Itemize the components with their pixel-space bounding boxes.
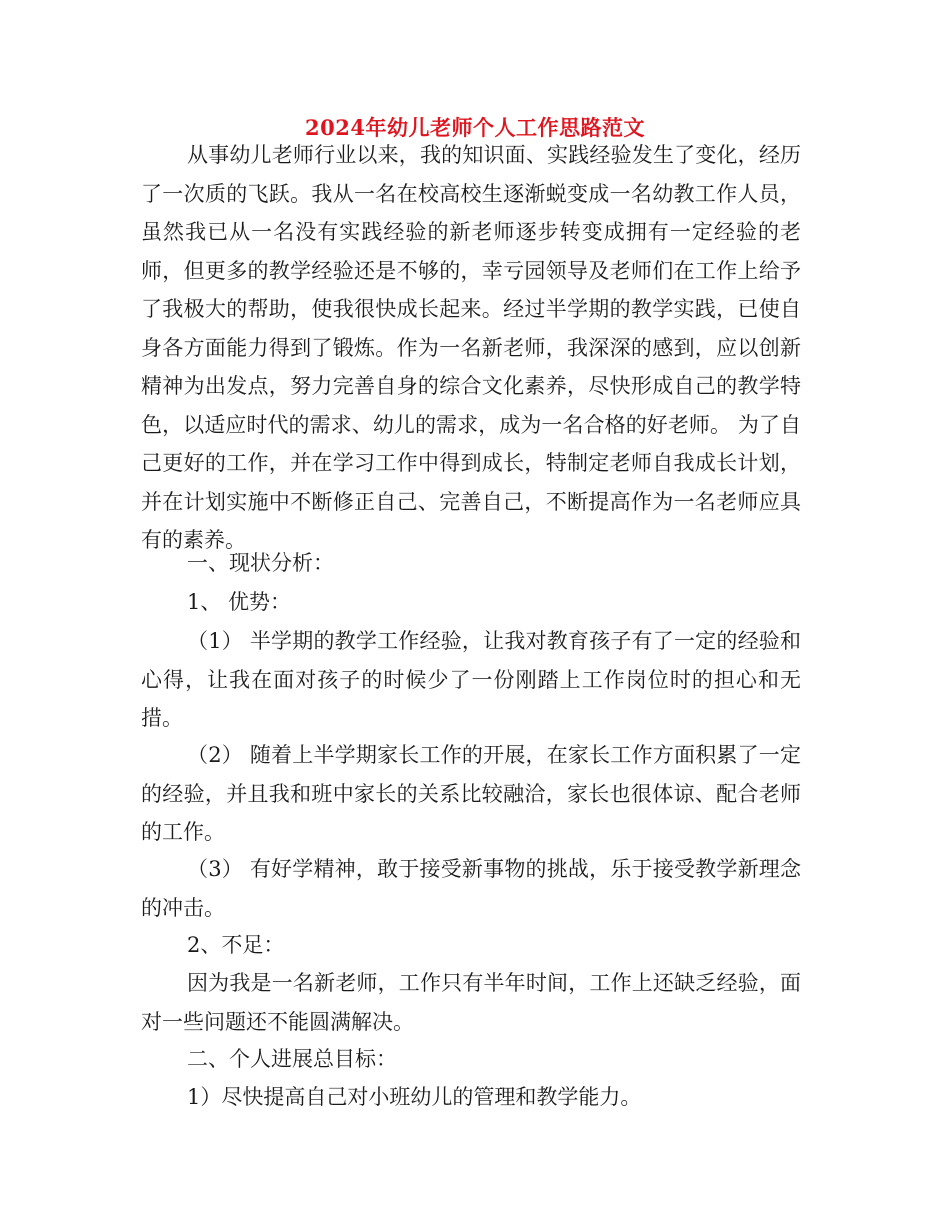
strength-item-1 — [141, 622, 801, 738]
paragraph-goal-1: 1）尽快提高自己对小班幼儿的管理和教学能力。 — [187, 1085, 642, 1109]
goal-item-1 — [141, 1078, 801, 1117]
paragraph-heading-status: 一、现状分析： — [187, 551, 334, 575]
strength-item-2 — [141, 736, 801, 852]
paragraph-heading-strengths: 1、 优势： — [187, 590, 292, 614]
strength-item-3 — [141, 850, 801, 927]
section-heading-status — [141, 544, 801, 583]
paragraph-heading-goals: 二、个人进展总目标： — [187, 1047, 397, 1071]
document-title: 2024年幼儿老师个人工作思路范文 — [305, 115, 645, 140]
section-heading-goals — [141, 1040, 801, 1079]
paragraph-heading-weakness: 2、不足： — [187, 933, 285, 957]
paragraph-strength-2: （2） 随着上半学期家长工作的开展，在家长工作方面积累了一定的经验，并且我和班中家长的关系比较融洽，家长也很体谅、配合老师的工作。 — [141, 743, 801, 844]
document-body — [141, 136, 801, 560]
paragraph-strength-1: （1） 半学期的教学工作经验，让我对教育孩子有了一定的经验和心得，让我在面对孩子的时候少了一份刚踏上工作岗位时的担心和无措。 — [141, 629, 801, 730]
paragraph-weakness: 因为我是一名新老师，工作只有半年时间，工作上还缺乏经验，面对一些问题还不能圆满解决。 — [141, 971, 801, 1034]
paragraph-strength-3: （3） 有好学精神，敢于接受新事物的挑战，乐于接受教学新理念的冲击。 — [141, 857, 801, 920]
subheading-strengths — [141, 583, 801, 622]
paragraph-intro: 从事幼儿老师行业以来，我的知识面、实践经验发生了变化，经历了一次质的飞跃。我从一名在校高校生逐渐蜕变成一名幼教工作人员，虽然我已从一名没有实践经验的新老师逐步转变成拥有一定经验的老师，但更多的教学经验还是不够的，幸亏园领导及老师们在工作上给予了我极大的帮助，使我很快成长起来。经过半学期的教学实践，已使自身各方面能力得到了锻炼。作为一名新老师，我深深的感到，应以创新精神为出发点，努力完善自身的综合文化素养，尽快形成自己的教学特色，以适应时代的需求、幼儿的需求，成为一名合格的好老师。 为了自己更好的工作，并在学习工作中得到成长，特制定老师自我成长计划，并在计划实施中不断修正自己、完善自己，不断提高作为一名老师应具有的素养。 — [141, 143, 801, 552]
subheading-weakness — [141, 926, 801, 965]
weakness-item — [141, 964, 801, 1041]
